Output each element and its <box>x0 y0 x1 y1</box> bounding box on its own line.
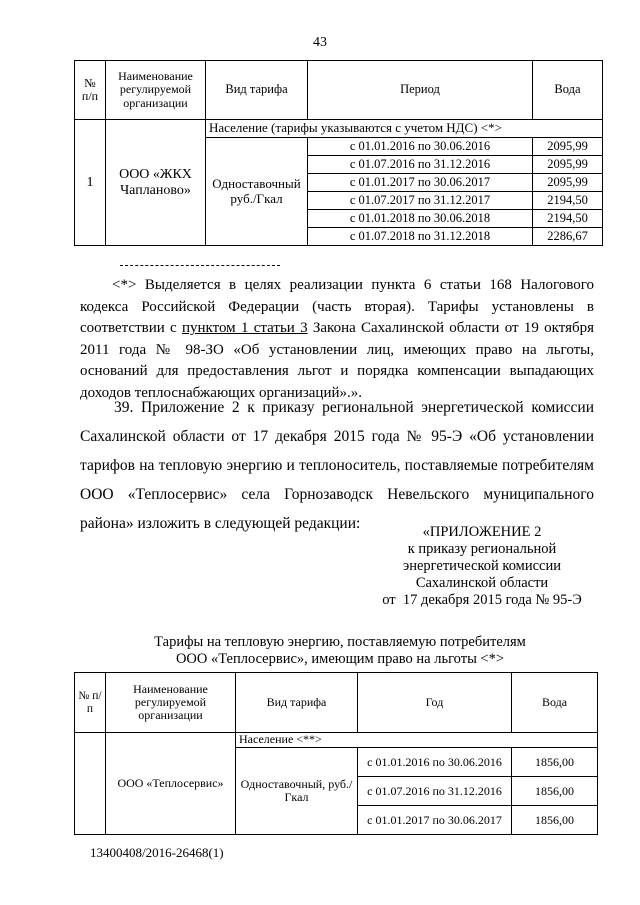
document-id: 13400408/2016-26468(1) <box>90 845 224 860</box>
table2-title <box>130 634 550 668</box>
table2-title-line1: Тарифы на тепловую энергию, поставляемую потребителям <box>154 634 526 650</box>
period-cell: с 01.01.2017 по 30.06.2017 <box>358 806 512 835</box>
value-cell: 2095,99 <box>533 156 603 174</box>
value-cell: 1856,00 <box>512 806 598 835</box>
table-row <box>75 120 603 138</box>
appendix-line: «ПРИЛОЖЕНИЕ 2 <box>422 524 542 540</box>
value-cell: 2194,50 <box>533 192 603 210</box>
value-cell: 1856,00 <box>512 777 598 806</box>
row-org: ООО «Теплосервис» <box>106 733 236 835</box>
tariff-table-teploservis <box>74 672 598 835</box>
header-num: № п/п <box>75 61 106 120</box>
law-reference-link[interactable]: пунктом 1 статьи 3 <box>181 320 308 336</box>
row-num <box>75 733 106 835</box>
row-tariff-type: Одноставочный, руб./Гкал <box>236 748 358 835</box>
row-num: 1 <box>75 120 106 246</box>
paragraph-39 <box>80 393 594 538</box>
period-cell: с 01.07.2016 по 31.12.2016 <box>358 777 512 806</box>
footnote <box>80 275 594 404</box>
header-tariff-type: Вид тарифа <box>236 673 358 733</box>
header-water: Вода <box>533 61 603 120</box>
period-cell: с 01.01.2017 по 30.06.2017 <box>308 174 533 192</box>
header-num: № п/п <box>75 673 106 733</box>
value-cell: 2095,99 <box>533 138 603 156</box>
appendix-line: к приказу региональной <box>407 541 557 557</box>
value-cell: 2286,67 <box>533 228 603 246</box>
header-year: Год <box>358 673 512 733</box>
row-org: ООО «ЖКХ Чапланово» <box>106 120 206 246</box>
appendix-line: Сахалинской области <box>415 575 549 591</box>
header-tariff-type: Вид тарифа <box>206 61 308 120</box>
table-row <box>75 733 598 748</box>
header-org: Наименование регулируемой организации <box>106 61 206 120</box>
period-cell: с 01.07.2017 по 31.12.2017 <box>308 192 533 210</box>
header-water: Вода <box>512 673 598 733</box>
value-cell: 2095,99 <box>533 174 603 192</box>
period-cell: с 01.01.2016 по 30.06.2016 <box>308 138 533 156</box>
header-period: Период <box>308 61 533 120</box>
footnote-text-1: <*> Выделяется в целях реализации пункта 6 статьи 168 Налогового кодекса Российской Федерации (часть вторая). Тарифы установлены в соответствии с <box>80 277 594 336</box>
value-cell: 1856,00 <box>512 748 598 777</box>
period-cell: с 01.01.2016 по 30.06.2016 <box>358 748 512 777</box>
page-number: 43 <box>313 35 327 50</box>
paragraph-39-text: 39. Приложение 2 к приказу региональной энергетической комиссии Сахалинской области от 17 декабря 2015 года № 95-Э «Об установлении тарифов на тепловую энергию и теплоноситель, поставляемые потребителям ООО «Теплосервис» села Горнозаводск Невельского муниципального района» изложить в следующей редакции: <box>80 399 594 532</box>
appendix-line: от 17 декабря 2015 года № 95-Э <box>382 592 582 608</box>
population-label: Население <**> <box>236 733 598 748</box>
period-cell: с 01.01.2018 по 30.06.2018 <box>308 210 533 228</box>
table-header-row <box>75 673 598 733</box>
footnote-separator <box>120 265 280 266</box>
period-cell: с 01.07.2016 по 31.12.2016 <box>308 156 533 174</box>
header-org: Наименование регулируемой организации <box>106 673 236 733</box>
period-cell: с 01.07.2018 по 31.12.2018 <box>308 228 533 246</box>
population-label: Население (тарифы указываются с учетом НДС) <*> <box>206 120 603 138</box>
table-header-row <box>75 61 603 120</box>
table2-title-line2: ООО «Теплосервис», имеющим право на льготы <*> <box>175 651 505 667</box>
tariff-table-chaplanovo <box>74 60 603 246</box>
appendix-header <box>372 524 592 609</box>
value-cell: 2194,50 <box>533 210 603 228</box>
row-tariff-type: Одноставочный руб./Гкал <box>206 138 308 246</box>
footnote-text-2: Закона Сахалинской области от 19 октября 2011 года № 98-ЗО «Об установлении лиц, имеющих право на льготы, оснований для предоставления льгот и порядка компенсации выпадающих доходов теплоснабжающих организаций».». <box>80 320 594 401</box>
appendix-line: энергетической комиссии <box>402 558 562 574</box>
